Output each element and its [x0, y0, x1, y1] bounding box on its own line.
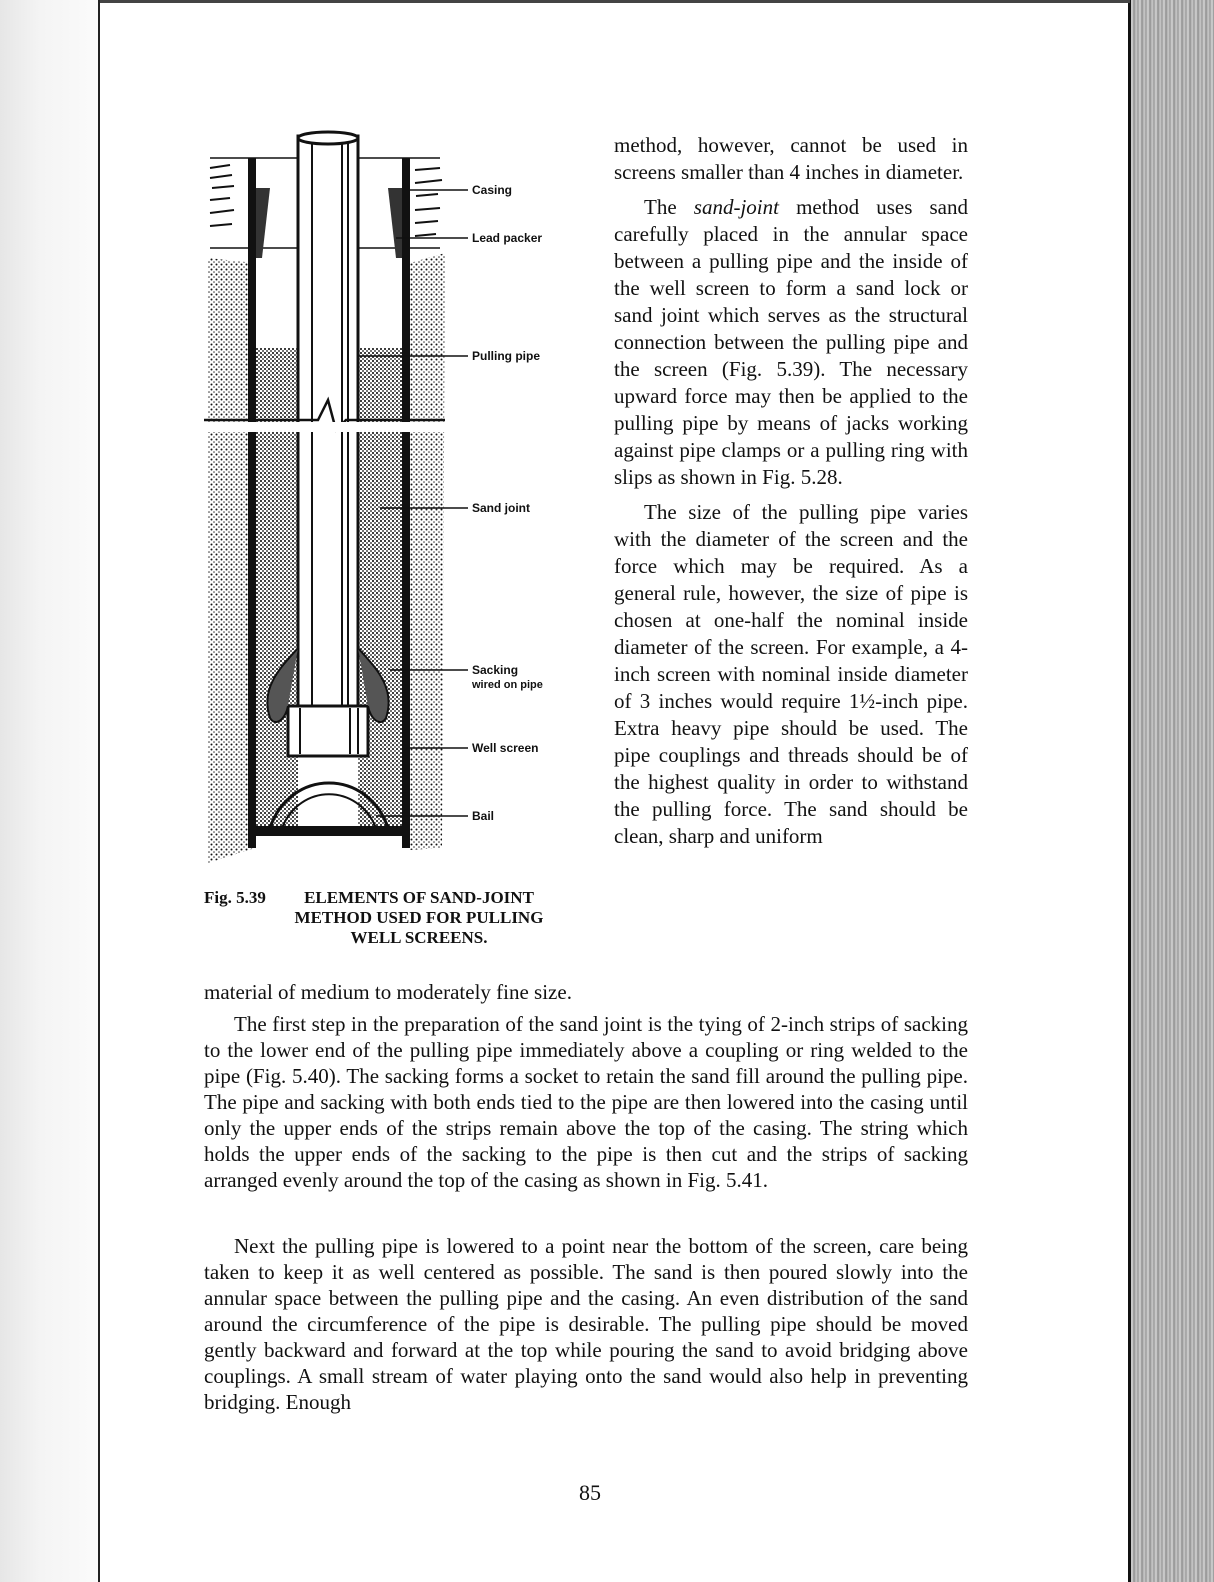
column-paragraph-3: The size of the pulling pipe varies with the diameter of the screen and the force which may be required. As a general rule, however, the size of pipe is chosen at one-half the nominal inside diameter of the screen. For example, a 4-inch screen with nominal inside diameter of 3 inches would require 1½-inch pipe. Extra heavy pipe should be used. The pipe couplings and threads should be of the highest quality in order to withstand the pulling force. The sand should be clean, sharp and uniform	[614, 500, 968, 848]
page-number: 85	[579, 1480, 601, 1505]
label-lead-packer: Lead packer	[472, 231, 543, 245]
label-sacking: Sacking	[472, 663, 519, 677]
label-pulling-pipe: Pulling pipe	[472, 349, 540, 363]
scan-left-margin	[0, 0, 100, 1582]
scan-top-edge-line	[100, 0, 1130, 3]
column-paragraph-2: The sand-joint method uses sand carefully placed in the annular space between a pulling pipe and the inside of the well screen to form a sand lock or sand joint which serves as the structural connection between the pulling pipe and the screen (Fig. 5.39). The necessary upward force may then be applied to the pulling pipe by means of jacks working against pipe clamps or a pulling ring with slips as shown in Fig. 5.28.	[614, 195, 968, 489]
label-well-screen: Well screen	[472, 741, 539, 755]
break-gap	[204, 422, 449, 432]
scan-left-edge-line	[98, 0, 100, 1582]
label-sand-joint: Sand joint	[472, 501, 530, 515]
caption-text: ELEMENTS OF SAND-JOINT METHOD USED FOR PULLING WELL SCREENS.	[294, 888, 544, 947]
formation-left	[208, 258, 255, 863]
caption-number: Fig. 5.39	[204, 888, 266, 907]
casing-left-wall	[248, 158, 256, 848]
casing-right-wall	[402, 158, 410, 848]
scan-right-margin	[1128, 0, 1214, 1582]
scan-right-edge-line	[1128, 0, 1131, 1582]
body-paragraph-1: The first step in the preparation of the sand joint is the tying of 2-inch strips of sacking to the lower end of the pulling pipe immediately above a coupling or ring welded to the pipe (Fig. 5.40). The sacking forms a socket to retain the sand fill around the pulling pipe. The pipe and sacking with both ends tied to the pipe are then lowered into the casing until only the upper ends of the strips remain above the top of the casing. The string which holds the upper ends of the sacking to the pipe is then cut and the strips of sacking arranged evenly around the top of the casing as shown in Fig. 5.41.	[204, 1012, 968, 1192]
emphasis-sand-joint: sand-joint	[693, 195, 779, 219]
right-text-column	[614, 132, 968, 850]
label-sacking-2: wired on pipe	[472, 679, 543, 691]
sand-joint-diagram	[200, 128, 580, 888]
screen-bottom	[248, 826, 410, 836]
formation-right	[410, 253, 445, 850]
continuation-line: material of medium to moderately fine size.	[204, 980, 572, 1004]
label-bail: Bail	[472, 809, 495, 823]
figure-5-39	[200, 128, 580, 888]
column-paragraph-1: method, however, cannot be used in screens smaller than 4 inches in diameter.	[614, 133, 968, 184]
body-paragraph-2: Next the pulling pipe is lowered to a point near the bottom of the screen, care being taken to keep it as well centered as possible. The sand is then poured slowly into the annular space between the pulling pipe and the casing. An even distribution of the sand around the circumference of the pipe is desirable. The pulling pipe should be moved gently backward and forward at the top while pouring the sand to avoid bridging above couplings. A small stream of water playing onto the sand would also help in preventing bridging. Enough	[204, 1234, 968, 1414]
label-casing: Casing	[472, 183, 513, 197]
